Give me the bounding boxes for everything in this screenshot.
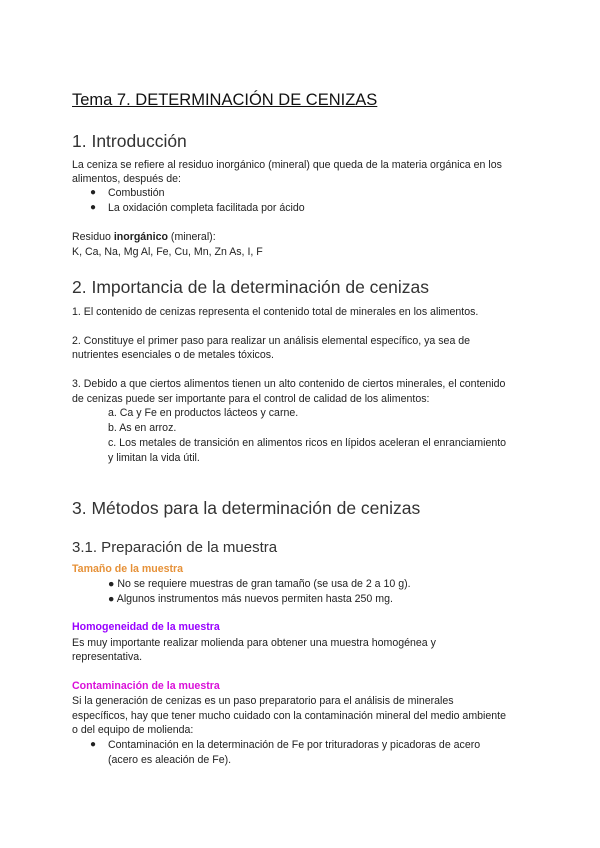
intro-bullet-1: Combustión (108, 187, 165, 199)
intro-bullet-2: La oxidación completa facilitada por ácido (108, 202, 305, 214)
residuo-label (72, 230, 216, 245)
contaminacion-bullet-line-2: (acero es aleación de Fe). (108, 754, 232, 766)
intro-line-1: La ceniza se refiere al residuo inorgánico (mineral) que queda de la materia orgánica en los (72, 159, 502, 171)
contaminacion-bullet-line-1: Contaminación en la determinación de Fe por trituradoras y picadoras de acero (108, 739, 481, 751)
bullet-icon: ● (90, 187, 97, 198)
homogeneidad-line-2: representativa. (72, 651, 143, 663)
contaminacion-title: Contaminación de la muestra (72, 680, 220, 692)
importance-p1: 1. El contenido de cenizas representa el contenido total de minerales en los alimentos. (72, 306, 479, 318)
elements-list: K, Ca, Na, Mg Al, Fe, Cu, Mn, Zn As, I, F (72, 246, 263, 258)
contaminacion-line-2: específicos, hay que tener mucho cuidado con la contaminación mineral del medio ambiente (72, 710, 507, 722)
residuo-bold: inorgánico (113, 231, 168, 243)
homogeneidad-title: Homogeneidad de la muestra (72, 621, 220, 633)
bullet-icon: ● (90, 202, 97, 213)
section-2-heading: 2. Importancia de la determinación de cenizas (72, 277, 430, 297)
bullet-icon: ● (90, 739, 97, 750)
importance-item-a: a. Ca y Fe en productos lácteos y carne. (108, 407, 299, 419)
section-3-heading: 3. Métodos para la determinación de cenizas (72, 498, 421, 518)
contaminacion-line-3: o del equipo de molienda: (72, 724, 194, 736)
importance-item-b: b. As en arroz. (108, 422, 177, 434)
intro-line-2: alimentos, después de: (72, 173, 181, 185)
importance-p3-line-1: 3. Debido a que ciertos alimentos tienen un alto contenido de ciertos minerales, el contenido (72, 378, 506, 390)
importance-item-c-line-2: y limitan la vida útil. (108, 452, 200, 464)
section-1-heading: 1. Introducción (72, 131, 187, 151)
tamano-bullet-1: ● No se requiere muestras de gran tamaño (se usa de 2 a 10 g). (108, 578, 411, 590)
importance-p3-line-2: de cenizas puede ser importante para el control de calidad de los alimentos: (72, 393, 430, 405)
importance-item-c-line-1: c. Los metales de transición en alimentos ricos en lípidos aceleran el enranciamiento (108, 437, 507, 449)
importance-p2-line-1: 2. Constituye el primer paso para realizar un análisis elemental específico, ya sea de (72, 335, 471, 347)
homogeneidad-line-1: Es muy importante realizar molienda para obtener una muestra homogénea y (72, 637, 436, 649)
tamano-bullet-2: ● Algunos instrumentos más nuevos permiten hasta 250 mg. (108, 593, 393, 605)
contaminacion-line-1: Si la generación de cenizas es un paso preparatorio para el análisis de minerales (72, 695, 454, 707)
residuo-pre: Residuo (72, 231, 114, 243)
subsection-heading: 3.1. Preparación de la muestra (72, 539, 278, 556)
page-title: Tema 7. DETERMINACIÓN DE CENIZAS (72, 91, 378, 109)
residuo-post: (mineral): (167, 231, 216, 243)
tamano-title: Tamaño de la muestra (72, 563, 184, 575)
importance-p2-line-2: nutrientes esenciales o de metales tóxicos. (72, 349, 274, 361)
